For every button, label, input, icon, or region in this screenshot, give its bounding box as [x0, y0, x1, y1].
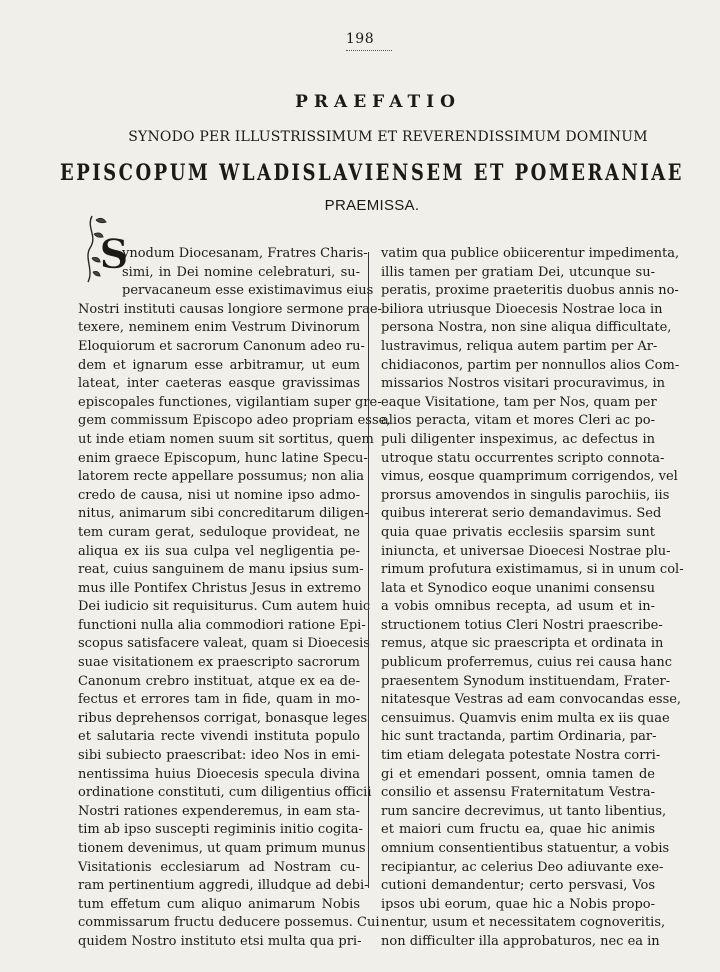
text-line: quidem Nostro instituto etsi multa qua pri-: [78, 933, 362, 949]
text-line: recipiantur, ac celerius Deo adiuvante exe-: [381, 859, 664, 875]
page-number-underline: [346, 50, 392, 51]
text-line: ipsos ubi eorum, quae hic a Nobis propo-: [381, 896, 655, 912]
text-line: illis tamen per gratiam Dei, utcunque su-: [381, 264, 655, 280]
text-line: nitus, animarum sibi concreditarum diligen-: [78, 506, 369, 522]
text-line: tim etiam delegata potestate Nostra corri-: [381, 748, 661, 764]
text-line: quia quae privatis ecclesiis sparsim sunt: [381, 524, 655, 540]
subtitle-line-2: EPISCOPUM WLADISLAVIENSEM ET POMERANIAE: [60, 160, 684, 187]
text-line: reat, cuius sanguinem de manu ipsius sum-: [78, 562, 364, 578]
text-line: peratis, proxime praeteritis duobus annis no-: [381, 283, 679, 299]
title: PRAEFATIO: [295, 92, 461, 112]
text-line: functioni nulla alia commodiori ratione Epi-: [78, 617, 366, 633]
text-line: persona Nostra, non sine aliqua difficultate,: [381, 320, 672, 336]
text-line: puli diligenter inspeximus, ac defectus in: [381, 431, 655, 447]
text-line: a vobis omnibus recepta, ad usum et in-: [381, 599, 655, 615]
text-line: latorem recte appellare possumus; non alia: [78, 469, 365, 485]
text-line: gi et emendari possent, omnia tamen de: [381, 766, 655, 782]
text-line: consilio et assensu Fraternitatum Vestra-: [381, 785, 655, 801]
text-line: tim ab ipso suscepti regiminis initio cogita-: [78, 822, 363, 838]
initial-letter: S: [99, 231, 129, 278]
text-line: publicum proferremus, cuius rei causa hanc: [381, 655, 672, 671]
text-line: dem et ignarum esse arbitramur, ut eum: [78, 357, 360, 373]
text-line: episcopales functiones, vigilantiam super gre-: [78, 394, 382, 410]
text-line: Dei iudicio sit requisiturus. Cum autem huic: [78, 599, 371, 615]
text-line: suae visitationem ex praescripto sacrorum: [78, 655, 360, 671]
text-line: Canonum crebro instituat, atque ex ea de-: [78, 673, 360, 689]
text-line: ram pertinentium aggredi, illudque ad debi-: [78, 878, 369, 894]
text-line: mus ille Pontifex Christus Jesus in extremo: [78, 580, 362, 596]
text-line: censuimus. Quamvis enim multa ex iis quae: [381, 710, 670, 726]
text-line: ut inde etiam nomen suum sit sortitus, quem: [78, 431, 374, 447]
text-line: pervacaneum esse existimavimus eius: [122, 283, 374, 299]
text-line: lateat, inter caeteras easque gravissimas: [78, 376, 360, 392]
text-line: fectus et errores tam in fide, quam in mo-: [78, 692, 360, 708]
text-line: Eloquiorum et sacrorum Canonum adeo ru-: [78, 338, 365, 354]
text-line: scopus satisfacere valeat, quam si Dioecesis: [78, 636, 370, 652]
text-line: utroque statu occurrentes scripto connota-: [381, 450, 665, 466]
text-line: biliora utriusque Dioecesis Nostrae loca in: [381, 301, 663, 317]
text-line: prorsus amovendos in singulis parochiis, iis: [381, 487, 670, 503]
text-line: praesentem Synodum instituendam, Frater-: [381, 673, 671, 689]
right-column: [381, 245, 684, 952]
text-line: nentissima huius Dioecesis specula divina: [78, 766, 360, 782]
text-line: missarios Nostros visitari procuravimus, in: [381, 376, 665, 392]
text-line: non difficulter illa approbaturos, nec ea in: [381, 933, 660, 949]
text-line: Visitationis ecclesiarum ad Nostram cu-: [78, 859, 360, 875]
text-line: iniuncta, et universae Dioecesi Nostrae plu-: [381, 543, 671, 559]
text-line: ynodum Diocesanam, Fratres Charis-: [122, 246, 368, 261]
text-line: hic sunt tractanda, partim Ordinaria, par-: [381, 729, 657, 745]
text-line: et salutaria recte vivendi instituta populo: [78, 729, 360, 745]
left-column: [78, 245, 391, 952]
text-line: lustravimus, reliqua autem partim per Ar-: [381, 338, 658, 354]
column-divider: [368, 252, 369, 888]
text-line: Nostri rationes expenderemus, in eam sta-: [78, 803, 360, 819]
text-line: cutioni demandentur; certo persvasi, Vos: [381, 878, 655, 894]
text-line: nitatesque Vestras ad eam convocandas esse,: [381, 692, 682, 708]
text-line: et maiori cum fructu ea, quae hic animis: [381, 822, 655, 838]
text-line: gem commissum Episcopo adeo propriam esse,: [78, 413, 391, 429]
subtitle-line-3: PRAEMISSA.: [324, 197, 420, 214]
text-line: enim graece Episcopum, hunc latine Specu-: [78, 450, 368, 466]
text-line: remus, atque sic praescripta et ordinata in: [381, 636, 664, 652]
page-number: 198: [345, 31, 375, 47]
text-line: ordinatione constituti, cum diligentius officii: [78, 785, 372, 801]
text-line: tem curam gerat, seduloque provideat, ne: [78, 524, 360, 540]
text-line: quibus intererat serio demandavimus. Sed: [381, 506, 662, 522]
text-line: simi, in Dei nomine celebraturi, su-: [122, 264, 360, 280]
text-line: Nostri instituti causas longiore sermone prae-: [78, 301, 382, 317]
text-line: ribus deprehensos corrigat, bonasque leges: [78, 710, 368, 726]
text-line: structionem totius Cleri Nostri praescribe-: [381, 617, 663, 633]
text-line: nentur, usum et necessitatem cognoveritis,: [381, 915, 666, 931]
text-line: rimum profutura existimamus, si in unum col-: [381, 562, 684, 578]
text-line: texere, neminem enim Vestrum Divinorum: [78, 320, 360, 336]
subtitle-line-1: SYNODO PER ILLUSTRISSIMUM ET REVERENDISSIMUM DOMINUM: [128, 129, 648, 145]
text-line: chidiaconos, partim per nonnullos alios Com-: [381, 357, 680, 373]
text-line: vimus, eosque quamprimum corrigendos, vel: [381, 469, 678, 485]
text-line: eaque Visitatione, tam per Nos, quam per: [381, 394, 657, 410]
text-line: tum effetum cum aliquo animarum Nobis: [78, 896, 360, 912]
text-line: lata et Synodico eoque unanimi consensu: [381, 580, 655, 596]
text-line: aliqua ex iis sua culpa vel negligentia pe-: [78, 543, 360, 559]
text-line: omnium consentientibus statuentur, a vobis: [381, 841, 670, 856]
text-line: commissarum fructu deducere possemus. Cui: [78, 915, 380, 931]
text-line: alios peracta, vitam et mores Cleri ac po-: [381, 413, 655, 429]
text-line: vatim qua publice obiicerentur impedimenta,: [381, 246, 680, 261]
text-line: tionem devenimus, ut quam primum munus: [78, 841, 366, 856]
text-line: rum sancire decrevimus, ut tanto libentius,: [381, 803, 667, 819]
text-line: sibi subiecto praescribat: ideo Nos in emi-: [78, 748, 360, 764]
text-line: credo de causa, nisi ut nomine ipso admo-: [78, 487, 360, 503]
